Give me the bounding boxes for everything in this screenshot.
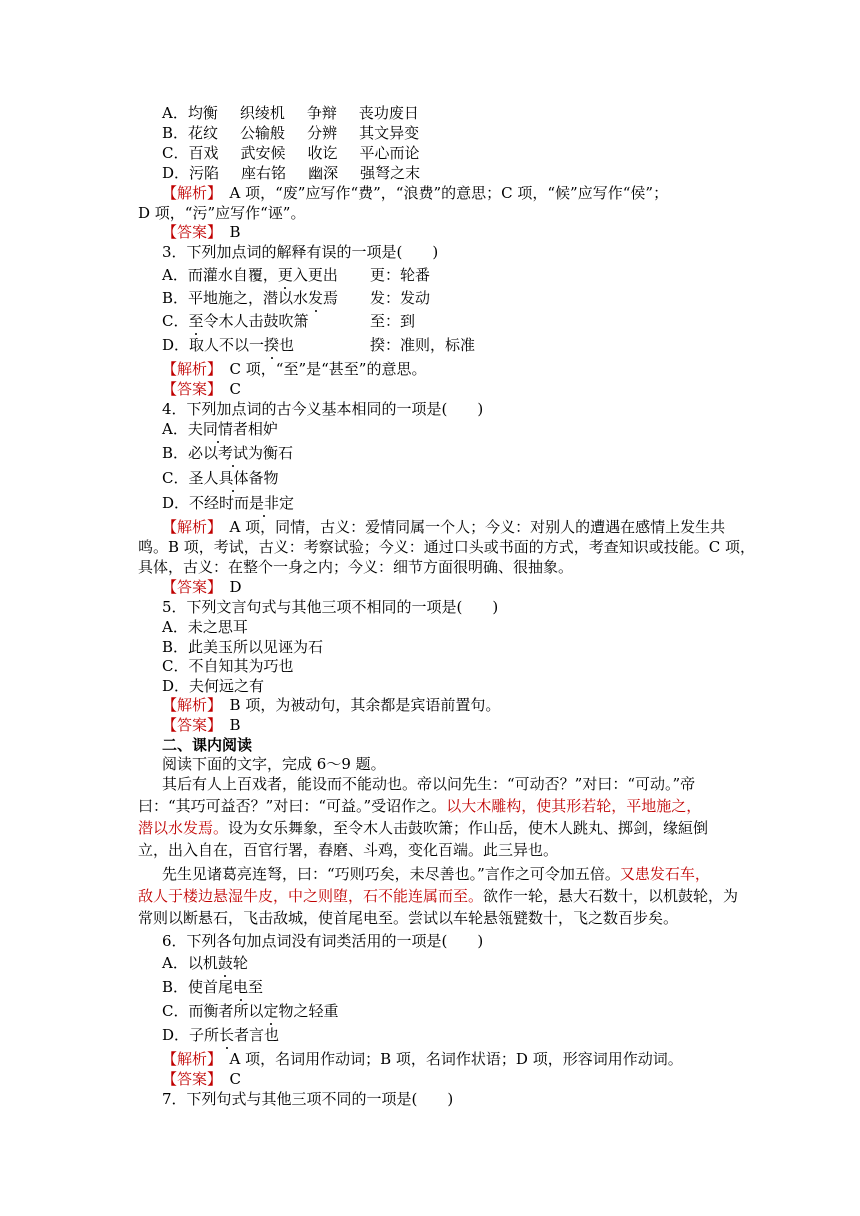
q6-stem: 6．下列各句加点词没有词类活用的一项是( )	[162, 932, 484, 950]
option-text: 者相妒	[232, 420, 278, 438]
reading-intro: 阅读下面的文字，完成 6～9 题。	[162, 755, 386, 773]
dotted-word: 更	[277, 266, 293, 284]
option-text: 物之轻重	[278, 1002, 339, 1020]
option-text: 至	[248, 978, 264, 996]
passage-p2-line3: 常则以断悬石，飞击敌城，使首尾电至。尝试以车轮悬瓴甓数十，飞之数百步矣。	[138, 909, 679, 927]
analysis-label: 【解析】	[162, 1050, 215, 1068]
answer-label: 【答案】	[162, 380, 215, 398]
passage-text: 先生见诸葛亮连弩，曰：“巧则巧矣，未尽善也。”言作之可令加五倍。	[162, 865, 620, 883]
q3-gloss-d: 揆：准则，标准	[370, 336, 476, 354]
answer-label: 【答案】	[162, 578, 215, 596]
q4-analysis-cont-1: 鸣。B 项，考试，古义：考察试验；今义：通过口头或书面的方式，考查知识或技能。C 项，	[138, 538, 756, 556]
passage-highlight: 以大木雕构，使其形若轮，平地施之，	[446, 797, 702, 815]
option-item: 污陷	[189, 164, 220, 182]
passage-p1-line4: 立，出入自在，百官行署，舂磨、斗鸡，变化百端。此三异也。	[138, 841, 559, 859]
option-letter: C．	[162, 144, 189, 162]
answer-label: 【答案】	[162, 223, 215, 241]
option-text: B．必以	[162, 444, 219, 462]
passage-highlight: 又患发石车，	[619, 865, 710, 883]
dotted-word: 电	[233, 978, 249, 996]
q5-option-a: A．未之思耳	[162, 618, 248, 636]
dotted-word: 是非	[249, 494, 280, 512]
q4-option-b	[162, 443, 293, 463]
q3-gloss-a: 更：轮番	[370, 266, 431, 284]
dotted-word: 具体	[218, 469, 249, 487]
q4-analysis	[162, 517, 725, 537]
option-text: 为衡石	[248, 444, 294, 462]
option-text: C．而衡者所以	[162, 1002, 264, 1020]
analysis-text: D 项，“污”应写作“诬”。	[138, 204, 306, 222]
q3-stem: 3．下列加点词的解释有误的一项是( )	[162, 243, 439, 261]
option-item: 百戏	[188, 144, 219, 162]
option-text: B．使首尾	[162, 978, 234, 996]
q2-analysis-cont	[138, 203, 305, 223]
option-text: A．以机	[162, 954, 218, 972]
option-text: 者言也	[234, 1026, 280, 1044]
q4-analysis-cont-2: 具体，古义：在整个一身之内；今义：细节方面很明确、很抽象。	[138, 558, 574, 576]
q3-option-a	[162, 265, 338, 285]
option-text: B．平地施之，潜以水	[162, 289, 309, 307]
q2-answer	[162, 222, 241, 242]
option-item: 公输般	[240, 124, 286, 142]
q6-option-b	[162, 977, 263, 997]
analysis-label: 【解析】	[162, 518, 215, 536]
q3-gloss-b: 发：发动	[370, 289, 431, 307]
option-text: A．而灌水自覆，	[162, 266, 278, 284]
q5-stem: 5．下列文言句式与其他三项不相同的一项是( )	[162, 598, 499, 616]
q5-option-b: B．此美玉所以见诬为石	[162, 638, 324, 656]
passage-p2-line2	[138, 886, 738, 906]
analysis-text: A 项，名词用作动词；B 项，名词作状语；D 项，形容词用作动词。	[229, 1050, 683, 1068]
dotted-word: 考试	[218, 444, 249, 462]
passage-p1-line3	[138, 818, 708, 838]
passage-highlight: 潜以水发焉。	[138, 819, 229, 837]
answer-value: C	[229, 1070, 242, 1088]
option-item: 武安候	[240, 144, 286, 162]
option-item: 争辩	[306, 104, 337, 122]
analysis-text: A 项，同情，古义：爱情同属一个人；今义：对别人的遭遇在感情上发生共	[229, 518, 726, 536]
q2-analysis	[162, 183, 668, 203]
q3-gloss-c: 至：到	[370, 312, 416, 330]
passage-p2-line1	[162, 864, 710, 884]
option-text: 也	[279, 336, 295, 354]
q2-option-b	[162, 123, 419, 143]
q4-answer	[162, 577, 242, 597]
dotted-word: 揆	[264, 336, 280, 354]
option-text: D．不经时而	[162, 494, 250, 512]
option-item: 分辨	[307, 124, 338, 142]
section-heading: 二、课内阅读	[162, 736, 253, 754]
answer-label: 【答案】	[162, 716, 215, 734]
option-item: 幽深	[308, 164, 339, 182]
option-text: 轮	[232, 954, 248, 972]
q5-option-d: D．夫何远之有	[162, 677, 265, 695]
option-text: D．子所	[162, 1026, 220, 1044]
option-letter: D．	[162, 164, 190, 182]
answer-value: B	[229, 223, 241, 241]
passage-text: 欲作一轮，悬大石数十，以机鼓轮，为	[483, 887, 739, 905]
option-item: 收讫	[307, 144, 338, 162]
answer-label: 【答案】	[162, 1070, 215, 1088]
q3-analysis	[162, 359, 426, 379]
q4-stem: 4．下列加点词的古今义基本相同的一项是( )	[162, 400, 484, 418]
analysis-label: 【解析】	[162, 360, 215, 378]
analysis-label: 【解析】	[162, 696, 215, 714]
option-letter: A．	[162, 104, 188, 122]
option-text: 焉	[323, 289, 339, 307]
option-text: A．夫	[162, 420, 203, 438]
option-text: 定	[279, 494, 295, 512]
q4-option-a	[162, 419, 278, 439]
dotted-word: 同情	[202, 420, 233, 438]
q4-option-d	[162, 493, 294, 513]
analysis-label: 【解析】	[162, 184, 215, 202]
dotted-word: 定	[263, 1002, 279, 1020]
passage-highlight: 敌人于楼边悬湿牛皮，中之则堕，石不能连属而至。	[138, 887, 484, 905]
option-text: C．圣人	[162, 469, 219, 487]
option-item: 平心而论	[359, 144, 420, 162]
q3-answer	[162, 379, 241, 399]
q6-answer	[162, 1069, 241, 1089]
q5-analysis	[162, 695, 500, 715]
q5-option-c: C．不自知其为巧也	[162, 657, 294, 675]
dotted-word: 发	[308, 289, 324, 307]
dotted-word: 至	[188, 312, 204, 330]
analysis-text: A 项，“废”应写作“费”，“浪费”的意思；C 项，“候”应写作“侯”；	[229, 184, 669, 202]
passage-p1-line2	[138, 796, 701, 816]
passage-p1-line1: 其后有人上百戏者，能设而不能动也。帝以问先生：“可动否？”对曰：“可动。”帝	[162, 775, 696, 793]
option-item: 其文异变	[359, 124, 420, 142]
q6-analysis	[162, 1049, 683, 1069]
q3-option-b	[162, 288, 338, 308]
q6-option-d	[162, 1025, 279, 1045]
passage-text: 曰：“其巧可益否？”对曰：“可益。”受诏作之。	[138, 797, 447, 815]
option-item: 强弩之末	[360, 164, 421, 182]
option-text: 令木人击鼓吹箫	[203, 312, 309, 330]
q3-option-d	[162, 335, 294, 355]
option-text: D．取人不以一	[162, 336, 265, 354]
option-text: 备物	[248, 469, 279, 487]
option-text: 入更出	[292, 266, 338, 284]
option-item: 座右铭	[241, 164, 287, 182]
q3-option-c	[162, 311, 309, 331]
answer-value: C	[229, 380, 242, 398]
passage-text: 设为女乐舞象，至令木人击鼓吹箫；作山岳，使木人跳丸、掷剑，缘絙倒	[228, 819, 709, 837]
q2-option-a	[162, 103, 419, 123]
q4-option-c	[162, 468, 279, 488]
option-item: 花纹	[188, 124, 219, 142]
q7-stem: 7．下列句式与其他三项不同的一项是( )	[162, 1090, 454, 1108]
analysis-text: B 项，为被动句，其余都是宾语前置句。	[229, 696, 501, 714]
q2-option-d	[162, 163, 420, 183]
analysis-text: C 项，“至”是“甚至”的意思。	[229, 360, 427, 378]
option-text: C．	[162, 312, 189, 330]
q6-option-a	[162, 953, 248, 973]
option-item: 均衡	[187, 104, 218, 122]
dotted-word: 长	[219, 1026, 235, 1044]
q6-option-c	[162, 1001, 339, 1021]
option-item: 织绫机	[239, 104, 285, 122]
q5-answer	[162, 715, 241, 735]
answer-value: B	[229, 716, 241, 734]
q2-option-c	[162, 143, 420, 163]
option-item: 丧功废日	[358, 104, 419, 122]
answer-value: D	[229, 578, 242, 596]
option-letter: B．	[162, 124, 189, 142]
dotted-word: 鼓	[217, 954, 233, 972]
